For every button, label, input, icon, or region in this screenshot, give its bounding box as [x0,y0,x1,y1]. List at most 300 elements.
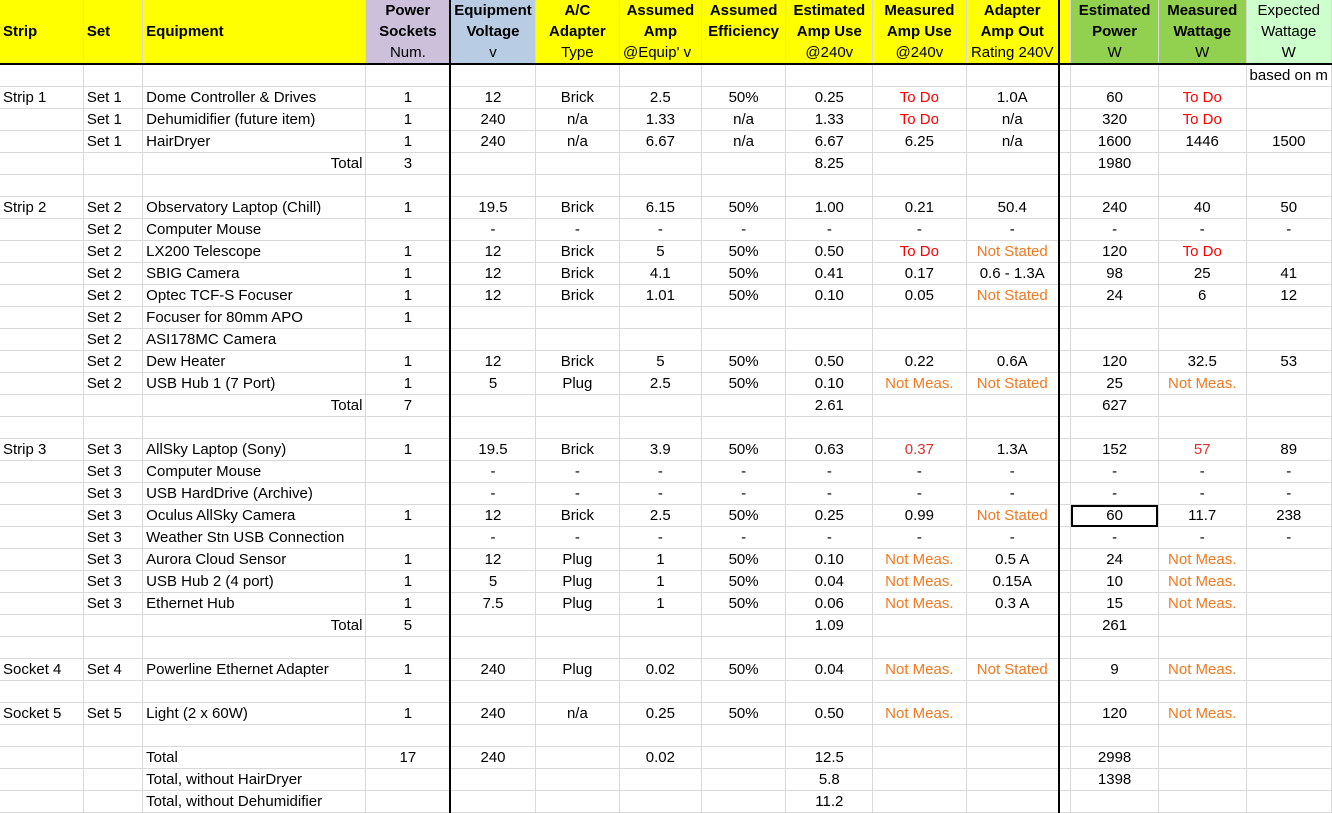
cell-meas-watt[interactable] [1158,307,1246,329]
cell[interactable] [1158,395,1246,417]
cell-eff[interactable]: - [701,527,786,549]
cell-amp-out[interactable]: - [966,461,1059,483]
cell-equipment[interactable]: Ethernet Hub [143,593,366,615]
cell[interactable] [966,395,1059,417]
cell[interactable] [701,637,786,659]
cell-meas-watt[interactable]: 1446 [1158,131,1246,153]
cell[interactable] [966,637,1059,659]
cell-exp-watt[interactable]: - [1246,461,1331,483]
cell[interactable] [450,637,535,659]
cell-set[interactable]: Set 1 [83,109,142,131]
cell[interactable] [0,791,83,813]
cell-eff[interactable]: 50% [701,703,786,725]
cell-equipment[interactable]: Computer Mouse [143,461,366,483]
cell[interactable] [619,64,701,87]
header-cell[interactable]: W [1158,42,1246,64]
cell[interactable] [619,725,701,747]
header-cell[interactable]: Amp Use [786,21,873,42]
cell-est-amp[interactable]: 0.10 [786,373,873,395]
cell[interactable] [1246,175,1331,197]
cell-est-power[interactable]: 9 [1071,659,1159,681]
grand-total-label[interactable]: Total, without Dehumidifier [143,791,366,813]
cell-strip[interactable] [0,329,83,351]
total-est-power[interactable]: 1398 [1071,769,1159,791]
cell-est-amp[interactable]: - [786,527,873,549]
cell-eff[interactable]: - [701,219,786,241]
cell[interactable] [701,615,786,637]
header-cell[interactable]: Estimated [786,0,873,21]
cell-sockets[interactable]: 1 [366,659,450,681]
cell[interactable] [535,791,619,813]
cell-set[interactable]: Set 1 [83,131,142,153]
cell-exp-watt[interactable] [1246,373,1331,395]
header-cell[interactable]: @240v [873,42,966,64]
cell[interactable] [0,175,83,197]
cell-meas-watt[interactable]: 6 [1158,285,1246,307]
cell-voltage[interactable]: - [450,483,535,505]
cell[interactable] [873,637,966,659]
cell[interactable] [966,615,1059,637]
cell[interactable] [1059,175,1071,197]
cell-equipment[interactable]: AllSky Laptop (Sony) [143,439,366,461]
cell-est-amp[interactable]: - [786,483,873,505]
cell-meas-amp[interactable]: 0.21 [873,197,966,219]
cell-eff[interactable] [701,329,786,351]
cell[interactable] [366,637,450,659]
cell-voltage[interactable]: - [450,527,535,549]
header-cell[interactable] [1059,21,1071,42]
cell[interactable] [450,417,535,439]
cell[interactable] [83,395,142,417]
cell[interactable] [1059,153,1071,175]
cell-est-amp[interactable]: 0.04 [786,571,873,593]
cell[interactable] [1246,769,1331,791]
cell-sockets[interactable] [366,527,450,549]
cell[interactable] [873,417,966,439]
cell-amp-out[interactable]: - [966,527,1059,549]
cell[interactable] [535,395,619,417]
cell[interactable] [83,791,142,813]
header-cell[interactable]: W [1071,42,1159,64]
cell-meas-watt[interactable]: Not Meas. [1158,703,1246,725]
total-sockets[interactable] [366,769,450,791]
cell-est-power[interactable]: 98 [1071,263,1159,285]
cell-strip[interactable] [0,505,83,527]
cell-voltage[interactable]: 12 [450,241,535,263]
header-cell[interactable]: Assumed [701,0,786,21]
cell[interactable] [1059,505,1071,527]
cell[interactable] [1059,549,1071,571]
cell-strip[interactable]: Socket 4 [0,659,83,681]
cell-meas-amp[interactable]: To Do [873,87,966,109]
cell-amp[interactable]: 0.25 [619,703,701,725]
cell-amp-out[interactable]: - [966,483,1059,505]
header-cell[interactable]: Type [535,42,619,64]
cell[interactable] [1059,769,1071,791]
cell-sockets[interactable]: 1 [366,109,450,131]
cell[interactable] [83,637,142,659]
cell[interactable] [0,769,83,791]
cell-sockets[interactable]: 1 [366,241,450,263]
cell-equipment[interactable]: Light (2 x 60W) [143,703,366,725]
cell[interactable] [873,681,966,703]
cell[interactable] [701,395,786,417]
cell-set[interactable]: Set 2 [83,307,142,329]
cell[interactable] [1158,175,1246,197]
cell-adapter[interactable]: Brick [535,351,619,373]
cell[interactable] [366,725,450,747]
cell-meas-watt[interactable]: 57 [1158,439,1246,461]
cell[interactable] [83,747,142,769]
cell-est-amp[interactable]: 0.04 [786,659,873,681]
cell-adapter[interactable]: - [535,219,619,241]
cell-strip[interactable]: Strip 1 [0,87,83,109]
cell[interactable] [1059,725,1071,747]
cell[interactable] [701,175,786,197]
cell-amp[interactable]: 6.15 [619,197,701,219]
total-sockets[interactable]: 5 [366,615,450,637]
total-voltage[interactable]: 240 [450,747,535,769]
cell[interactable] [873,747,966,769]
cell-meas-watt[interactable]: 40 [1158,197,1246,219]
cell-amp-out[interactable]: Not Stated [966,373,1059,395]
header-cell[interactable]: Estimated [1071,0,1159,21]
cell-voltage[interactable]: 240 [450,659,535,681]
total-voltage[interactable] [450,791,535,813]
cell-est-power[interactable]: 24 [1071,549,1159,571]
cell-est-power[interactable]: - [1071,483,1159,505]
cell[interactable] [1246,637,1331,659]
cell-voltage[interactable]: 12 [450,285,535,307]
cell[interactable] [966,725,1059,747]
cell-set[interactable]: Set 1 [83,87,142,109]
cell-est-power[interactable] [1071,329,1159,351]
cell-amp-out[interactable]: n/a [966,131,1059,153]
selected-cell[interactable]: 60 [1071,505,1159,527]
cell[interactable] [0,747,83,769]
header-cell[interactable]: Adapter [966,0,1059,21]
cell[interactable] [619,637,701,659]
cell-strip[interactable] [0,109,83,131]
cell[interactable] [143,725,366,747]
cell-est-amp[interactable]: 0.50 [786,703,873,725]
cell-exp-watt[interactable]: - [1246,527,1331,549]
cell[interactable] [873,769,966,791]
header-cell[interactable]: Measured [1158,0,1246,21]
cell-meas-amp[interactable]: Not Meas. [873,703,966,725]
cell-exp-watt[interactable] [1246,87,1331,109]
cell-sockets[interactable]: 1 [366,87,450,109]
cell-eff[interactable]: 50% [701,571,786,593]
cell[interactable] [1246,417,1331,439]
cell-sockets[interactable]: 1 [366,263,450,285]
cell-adapter[interactable]: n/a [535,131,619,153]
cell-meas-watt[interactable]: Not Meas. [1158,549,1246,571]
cell-set[interactable]: Set 2 [83,285,142,307]
header-cell[interactable] [83,42,142,64]
cell-amp-out[interactable]: - [966,219,1059,241]
cell-equipment[interactable]: HairDryer [143,131,366,153]
cell[interactable] [873,64,966,87]
cell-set[interactable]: Set 3 [83,483,142,505]
cell-exp-watt[interactable] [1246,659,1331,681]
cell-adapter[interactable]: Brick [535,263,619,285]
cell[interactable] [1071,637,1159,659]
cell-strip[interactable]: Strip 2 [0,197,83,219]
cell-adapter[interactable]: - [535,527,619,549]
cell-exp-watt[interactable] [1246,241,1331,263]
cell[interactable] [701,417,786,439]
cell[interactable] [786,637,873,659]
cell-set[interactable]: Set 3 [83,439,142,461]
header-cell[interactable]: W [1246,42,1331,64]
cell[interactable] [786,681,873,703]
cell-amp[interactable]: 1 [619,549,701,571]
cell[interactable] [535,747,619,769]
cell[interactable] [1246,747,1331,769]
cell-amp-out[interactable]: Not Stated [966,505,1059,527]
total-sockets[interactable]: 17 [366,747,450,769]
cell[interactable] [786,725,873,747]
cell[interactable] [1158,769,1246,791]
cell-amp[interactable]: 0.02 [619,659,701,681]
cell-sockets[interactable] [366,329,450,351]
cell-eff[interactable]: 50% [701,659,786,681]
cell-exp-watt[interactable] [1246,571,1331,593]
cell-eff[interactable]: 50% [701,351,786,373]
cell[interactable] [786,417,873,439]
cell-set[interactable]: Set 2 [83,263,142,285]
cell[interactable] [619,615,701,637]
cell[interactable] [83,725,142,747]
cell-adapter[interactable]: Brick [535,197,619,219]
total-est-power[interactable]: 627 [1071,395,1159,417]
header-cell[interactable] [0,0,83,21]
cell-amp-out[interactable]: 0.15A [966,571,1059,593]
cell[interactable] [143,417,366,439]
cell-equipment[interactable]: Oculus AllSky Camera [143,505,366,527]
cell[interactable] [1059,527,1071,549]
cell-adapter[interactable]: Plug [535,571,619,593]
cell-est-amp[interactable]: 6.67 [786,131,873,153]
cell-meas-watt[interactable]: To Do [1158,241,1246,263]
cell-set[interactable]: Set 3 [83,527,142,549]
cell-adapter[interactable]: - [535,483,619,505]
cell-amp-out[interactable]: Not Stated [966,285,1059,307]
cell[interactable] [1059,219,1071,241]
cell[interactable] [1158,417,1246,439]
cell-adapter[interactable]: Brick [535,285,619,307]
total-est-amp[interactable]: 12.5 [786,747,873,769]
cell-est-power[interactable]: 120 [1071,351,1159,373]
cell-voltage[interactable]: 240 [450,703,535,725]
cell[interactable] [450,615,535,637]
cell-meas-amp[interactable]: Not Meas. [873,373,966,395]
cell-est-power[interactable]: 152 [1071,439,1159,461]
cell-strip[interactable] [0,219,83,241]
cell-voltage[interactable]: 240 [450,109,535,131]
cell[interactable] [619,153,701,175]
header-cell[interactable] [0,42,83,64]
cell-adapter[interactable]: Brick [535,241,619,263]
cell-set[interactable]: Set 3 [83,461,142,483]
cell[interactable] [873,725,966,747]
cell-eff[interactable]: 50% [701,263,786,285]
cell-amp[interactable]: 6.67 [619,131,701,153]
header-cell[interactable] [83,0,142,21]
cell-adapter[interactable]: n/a [535,109,619,131]
cell-sockets[interactable] [366,461,450,483]
cell-meas-amp[interactable]: Not Meas. [873,659,966,681]
cell-amp-out[interactable]: n/a [966,109,1059,131]
cell-est-power[interactable]: 240 [1071,197,1159,219]
cell[interactable] [143,64,366,87]
cell-set[interactable]: Set 3 [83,505,142,527]
cell[interactable] [535,175,619,197]
cell-strip[interactable] [0,571,83,593]
header-cell[interactable]: Expected [1246,0,1331,21]
cell-voltage[interactable] [450,307,535,329]
cell[interactable] [1059,461,1071,483]
header-cell[interactable]: Power [366,0,450,21]
cell-eff[interactable]: 50% [701,439,786,461]
cell-amp[interactable]: - [619,527,701,549]
cell-strip[interactable] [0,483,83,505]
cell[interactable] [535,64,619,87]
cell[interactable] [1246,615,1331,637]
cell-exp-watt[interactable]: 12 [1246,285,1331,307]
cell-equipment[interactable]: USB Hub 2 (4 port) [143,571,366,593]
cell-est-amp[interactable] [786,307,873,329]
header-cell[interactable]: Amp Use [873,21,966,42]
cell-eff[interactable]: 50% [701,197,786,219]
cell[interactable] [966,153,1059,175]
cell[interactable] [1059,615,1071,637]
cell-est-amp[interactable]: 0.10 [786,285,873,307]
cell[interactable] [1059,87,1071,109]
cell-adapter[interactable]: Brick [535,87,619,109]
header-cell[interactable]: Num. [366,42,450,64]
cell-sockets[interactable]: 1 [366,131,450,153]
cell[interactable] [1158,681,1246,703]
cell-set[interactable]: Set 2 [83,351,142,373]
cell[interactable] [786,175,873,197]
cell-meas-amp[interactable]: - [873,483,966,505]
cell-equipment[interactable]: Weather Stn USB Connection [143,527,366,549]
cell-est-amp[interactable]: 1.00 [786,197,873,219]
cell-voltage[interactable]: 12 [450,87,535,109]
cell-est-power[interactable]: 120 [1071,241,1159,263]
cell-sockets[interactable]: 1 [366,197,450,219]
cell-meas-amp[interactable] [873,307,966,329]
cell[interactable] [1059,637,1071,659]
cell-meas-amp[interactable]: 0.05 [873,285,966,307]
cell[interactable] [1059,681,1071,703]
cell-strip[interactable] [0,241,83,263]
cell[interactable] [0,153,83,175]
cell-meas-amp[interactable]: - [873,219,966,241]
cell-strip[interactable] [0,285,83,307]
cell-meas-watt[interactable]: 11.7 [1158,505,1246,527]
cell-set[interactable]: Set 4 [83,659,142,681]
cell-amp-out[interactable]: 0.5 A [966,549,1059,571]
cell-meas-amp[interactable]: 0.99 [873,505,966,527]
cell-strip[interactable] [0,527,83,549]
cell-equipment[interactable]: Dehumidifier (future item) [143,109,366,131]
cell-amp-out[interactable] [966,703,1059,725]
cell[interactable] [786,64,873,87]
cell-exp-watt[interactable]: 50 [1246,197,1331,219]
total-amp[interactable] [619,769,701,791]
cell-meas-amp[interactable]: Not Meas. [873,571,966,593]
cell-voltage[interactable]: 5 [450,373,535,395]
cell-eff[interactable]: 50% [701,285,786,307]
cell-eff[interactable]: 50% [701,593,786,615]
total-sockets[interactable]: 3 [366,153,450,175]
cell[interactable] [1059,659,1071,681]
cell[interactable] [83,769,142,791]
cell-set[interactable]: Set 3 [83,549,142,571]
cell-meas-watt[interactable] [1158,329,1246,351]
cell[interactable] [83,64,142,87]
header-cell[interactable]: Wattage [1246,21,1331,42]
cell[interactable] [873,395,966,417]
cell-amp[interactable]: 1 [619,593,701,615]
cell-voltage[interactable]: - [450,219,535,241]
cell-voltage[interactable]: 12 [450,505,535,527]
cell-exp-watt[interactable] [1246,703,1331,725]
cell[interactable] [83,681,142,703]
grand-total-label[interactable]: Total [143,747,366,769]
cell[interactable] [1071,64,1159,87]
header-cell[interactable]: Efficiency [701,21,786,42]
cell[interactable] [535,725,619,747]
cell-est-power[interactable]: 10 [1071,571,1159,593]
cell-strip[interactable] [0,307,83,329]
cell[interactable] [366,681,450,703]
cell-meas-watt[interactable]: - [1158,461,1246,483]
cell-strip[interactable] [0,461,83,483]
cell[interactable] [701,153,786,175]
cell-est-power[interactable]: - [1071,461,1159,483]
cell[interactable] [1059,241,1071,263]
cell-equipment[interactable]: Observatory Laptop (Chill) [143,197,366,219]
cell-est-power[interactable]: 24 [1071,285,1159,307]
cell-amp-out[interactable] [966,307,1059,329]
cell-set[interactable]: Set 2 [83,197,142,219]
cell-amp[interactable] [619,329,701,351]
cell-sockets[interactable]: 1 [366,439,450,461]
cell-eff[interactable]: n/a [701,109,786,131]
cell-amp[interactable]: 1.01 [619,285,701,307]
cell-est-amp[interactable]: 0.63 [786,439,873,461]
cell[interactable] [535,615,619,637]
cell[interactable] [1071,175,1159,197]
cell[interactable] [83,417,142,439]
cell[interactable] [1246,395,1331,417]
total-est-power[interactable]: 2998 [1071,747,1159,769]
cell-adapter[interactable]: Plug [535,593,619,615]
cell[interactable] [366,175,450,197]
cell[interactable] [450,64,535,87]
cell-amp[interactable]: 5 [619,351,701,373]
cell-strip[interactable]: Strip 3 [0,439,83,461]
cell-set[interactable]: Set 3 [83,593,142,615]
cell[interactable] [873,791,966,813]
cell-est-amp[interactable]: 0.06 [786,593,873,615]
total-amp[interactable]: 0.02 [619,747,701,769]
cell-est-power[interactable]: 60 [1071,87,1159,109]
